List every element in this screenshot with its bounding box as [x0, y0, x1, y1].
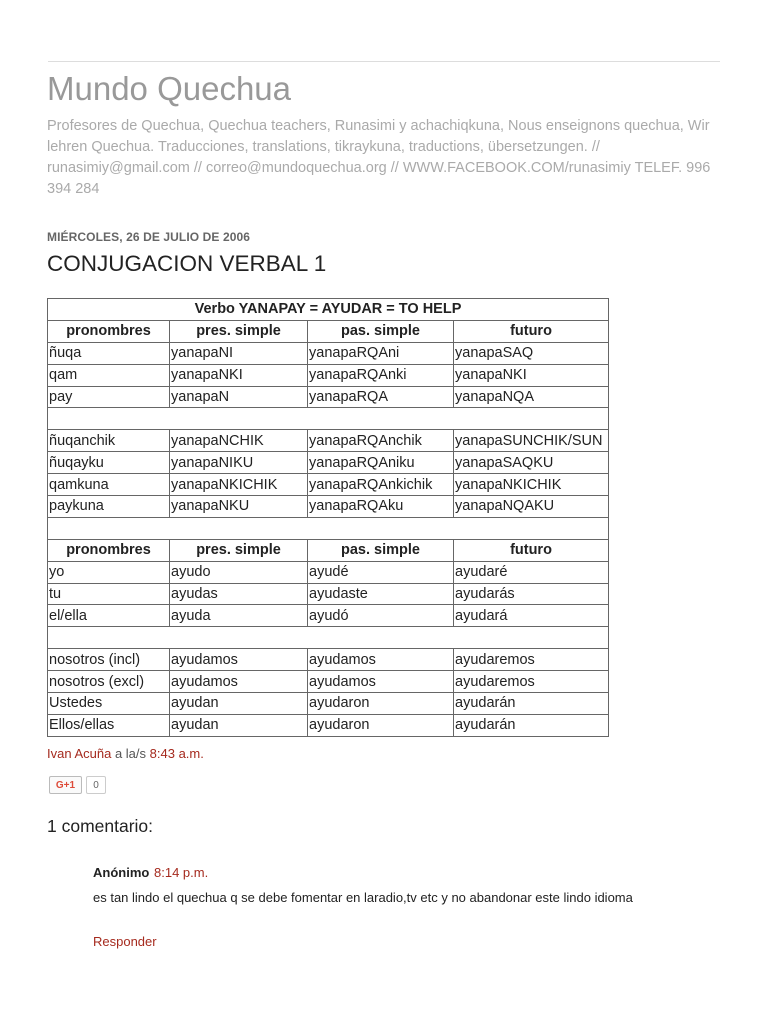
table-spacer-row — [48, 517, 609, 539]
table-row — [48, 693, 609, 715]
table-cell: yanapaNQA — [454, 386, 609, 408]
table-cell: ayudamos — [308, 671, 454, 693]
table-cell: tu — [48, 583, 170, 605]
table-cell: ñuqa — [48, 342, 170, 364]
table-cell: yanapaRQAni — [308, 342, 454, 364]
table-header-cell: pronombres — [48, 539, 170, 561]
share-bar — [49, 776, 106, 794]
table-cell: yanapaNKI — [170, 364, 308, 386]
table-cell: yanapaNKICHIK — [454, 474, 609, 496]
table-cell: yanapaSUNCHIK/SUN — [454, 430, 609, 452]
table-header-cell: pres. simple — [170, 320, 308, 342]
table-cell: yanapaRQA — [308, 386, 454, 408]
table-cell: yanapaNCHIK — [170, 430, 308, 452]
table-row — [48, 474, 609, 496]
table-cell: yanapaSAQKU — [454, 452, 609, 474]
table-cell: ayudaremos — [454, 671, 609, 693]
table-cell: yanapaRQAnkichik — [308, 474, 454, 496]
table-cell: qamkuna — [48, 474, 170, 496]
table-header-cell: pres. simple — [170, 539, 308, 561]
table-row — [48, 561, 609, 583]
table-cell: yanapaNKI — [454, 364, 609, 386]
table-cell: ayudaremos — [454, 649, 609, 671]
table-cell: yanapaRQAnki — [308, 364, 454, 386]
post-date: MIÉRCOLES, 26 DE JULIO DE 2006 — [47, 230, 251, 244]
table-header-cell: futuro — [454, 320, 609, 342]
header-divider — [48, 61, 720, 62]
table-row — [48, 496, 609, 518]
comments-title: 1 comentario: — [47, 816, 154, 836]
post-title[interactable]: CONJUGACION VERBAL 1 — [47, 251, 327, 276]
table-cell: yo — [48, 561, 170, 583]
table-cell: ayudamos — [170, 671, 308, 693]
table-row — [48, 452, 609, 474]
table-cell: nosotros (incl) — [48, 649, 170, 671]
table-cell: yanapaRQAnchik — [308, 430, 454, 452]
table-cell: paykuna — [48, 496, 170, 518]
table-cell: ayudan — [170, 714, 308, 736]
blog-description: Profesores de Quechua, Quechua teachers, Runasimi y achachiqkuna, Nous enseignons quechua, Wir lehren Quechua. Traducciones, translations, tikraykuna, traductions, übersetzungen. // runasimiy@gmail.com // correo@mundoquechua.org // WWW.FACEBOOK.COM/runasimiy TELEF. 996 394 284 — [47, 118, 711, 197]
table-cell: ayudamos — [170, 649, 308, 671]
comment-author: Anónimo — [93, 865, 150, 880]
table-cell: Ustedes — [48, 693, 170, 715]
table-cell: ayudas — [170, 583, 308, 605]
table-cell: yanapaNKICHIK — [170, 474, 308, 496]
table-cell: yanapaNKU — [170, 496, 308, 518]
table-caption: Verbo YANAPAY = AYUDAR = TO HELP — [48, 299, 609, 321]
table-header-cell: pas. simple — [308, 320, 454, 342]
google-plus-button[interactable]: G+1 — [49, 776, 82, 794]
comment-timestamp-link[interactable]: 8:14 p.m. — [154, 865, 209, 880]
table-cell: ayudaré — [454, 561, 609, 583]
table-cell: ayudaron — [308, 693, 454, 715]
table-cell: ayudaste — [308, 583, 454, 605]
table-cell: yanapaRQAku — [308, 496, 454, 518]
post-author-link[interactable]: Ivan Acuña — [47, 746, 112, 761]
table-cell: yanapaNQAKU — [454, 496, 609, 518]
table-cell: ayudan — [170, 693, 308, 715]
table-header-cell: pas. simple — [308, 539, 454, 561]
table-cell: yanapaNI — [170, 342, 308, 364]
table-spacer-row — [48, 408, 609, 430]
table-cell: ayudará — [454, 605, 609, 627]
table-cell: pay — [48, 386, 170, 408]
table-header-cell: pronombres — [48, 320, 170, 342]
table-cell: el/ella — [48, 605, 170, 627]
comment-body: es tan lindo el quechua q se debe fomentar en laradio,tv etc y no abandonar este lindo idioma — [93, 890, 633, 905]
table-spacer-cell — [48, 517, 609, 539]
table-cell: ayudarán — [454, 714, 609, 736]
conjugation-table — [47, 298, 609, 737]
table-row — [48, 430, 609, 452]
table-row — [48, 364, 609, 386]
table-cell: yanapaRQAniku — [308, 452, 454, 474]
table-cell: nosotros (excl) — [48, 671, 170, 693]
table-spacer-cell — [48, 408, 609, 430]
table-cell: qam — [48, 364, 170, 386]
table-cell: ñuqayku — [48, 452, 170, 474]
table-spacer-row — [48, 627, 609, 649]
table-row — [48, 605, 609, 627]
table-cell: ayudamos — [308, 649, 454, 671]
table-cell: ayudé — [308, 561, 454, 583]
table-caption-row — [48, 299, 609, 321]
table-row — [48, 714, 609, 736]
post-timestamp-link[interactable]: 8:43 a.m. — [149, 746, 204, 761]
table-spacer-cell — [48, 627, 609, 649]
google-plus-count: 0 — [86, 776, 106, 794]
table-cell: yanapaSAQ — [454, 342, 609, 364]
table-cell: yanapaNIKU — [170, 452, 308, 474]
table-cell: ayudarán — [454, 693, 609, 715]
table-cell: Ellos/ellas — [48, 714, 170, 736]
table-cell: ayudo — [170, 561, 308, 583]
table-header-row — [48, 320, 609, 342]
table-row — [48, 649, 609, 671]
table-cell: ayudaron — [308, 714, 454, 736]
table-cell: ñuqanchik — [48, 430, 170, 452]
table-cell: ayuda — [170, 605, 308, 627]
table-header-cell: futuro — [454, 539, 609, 561]
table-row — [48, 386, 609, 408]
post-footer — [47, 746, 204, 761]
blog-title[interactable]: Mundo Quechua — [47, 70, 292, 107]
table-row — [48, 583, 609, 605]
comment-reply-link[interactable]: Responder — [93, 934, 157, 949]
table-cell: yanapaN — [170, 386, 308, 408]
table-row — [48, 342, 609, 364]
table-header-row — [48, 539, 609, 561]
post-author-separator: a la/s — [114, 746, 147, 761]
table-cell: ayudarás — [454, 583, 609, 605]
table-row — [48, 671, 609, 693]
table-cell: ayudó — [308, 605, 454, 627]
